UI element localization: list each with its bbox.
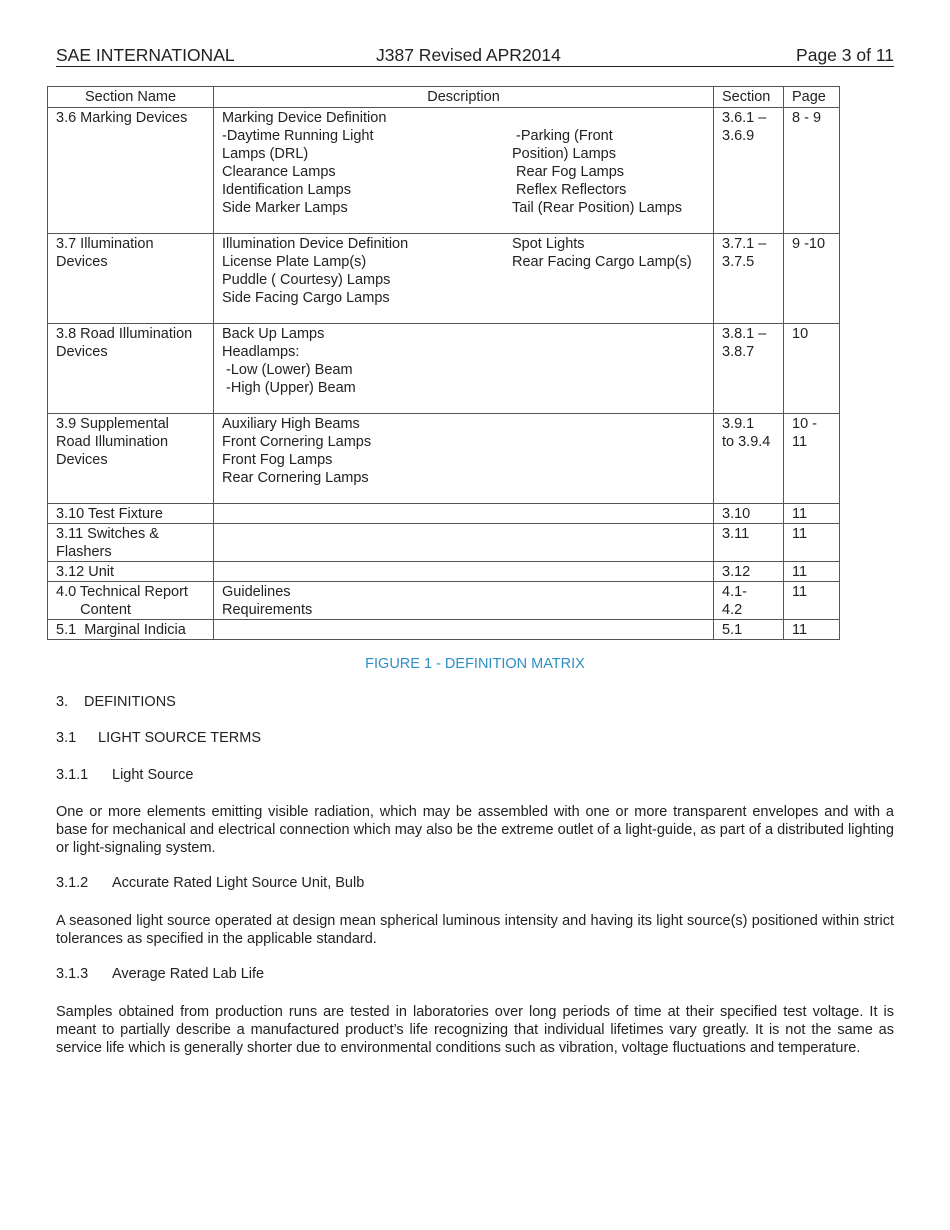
cell-line: 11 (792, 564, 808, 580)
section-name-cell (48, 324, 214, 414)
section-heading-3-1-1 (56, 767, 193, 783)
cell-line: 3.10 Test Fixture (56, 506, 163, 522)
paragraph-text: One or more elements emitting visible radiation, which may be assembled with one or more transparent envelopes and with a base for mechanical and electrical connection which may also be the extreme outlet of a light-guide, as part of a distributed lighting or light-signaling system. (56, 804, 894, 856)
section-heading-3-1 (56, 730, 261, 746)
paragraph-3-1-2 (56, 912, 894, 948)
cell-line: 4.0 Technical Report (56, 584, 188, 600)
description-cell (214, 108, 714, 234)
description-cell (214, 620, 714, 640)
description-line: Auxiliary High Beams (222, 416, 360, 432)
cell-line: 10 (792, 326, 809, 342)
section-name-cell (48, 414, 214, 504)
description-line: Lamps (DRL) (222, 146, 309, 162)
description-line: Identification Lamps (222, 182, 351, 198)
section-number: 3.1.1 (56, 767, 89, 783)
description-cell (214, 524, 714, 562)
cell-line: 3.8 Road Illumination (56, 326, 193, 342)
section-name-cell (48, 234, 214, 324)
cell-line: 3.12 Unit (56, 564, 115, 580)
table-row (48, 562, 840, 582)
table-row (48, 324, 840, 414)
cell-line: 3.9.1 (722, 416, 755, 432)
cell-line: 3.9 Supplemental (56, 416, 169, 432)
cell-line: Content (56, 602, 131, 618)
section-title: Light Source (112, 767, 194, 783)
description-line: Rear Cornering Lamps (222, 470, 369, 486)
paragraph-3-1-1 (56, 803, 894, 857)
description-line: Headlamps: (222, 344, 300, 360)
page-number-cell (784, 414, 840, 504)
cell-line: 11 (792, 622, 808, 638)
section-number: 3.1.2 (56, 875, 89, 891)
paragraph-3-1-3 (56, 1003, 894, 1057)
page-number-cell (784, 234, 840, 324)
section-title: DEFINITIONS (84, 694, 176, 710)
section-number-cell (714, 414, 784, 504)
cell-line: Flashers (56, 544, 112, 560)
description-cell (214, 324, 714, 414)
section-name-cell (48, 504, 214, 524)
description-line: Front Fog Lamps (222, 452, 333, 468)
section-number-cell (714, 562, 784, 582)
description-cell (214, 504, 714, 524)
description-line: License Plate Lamp(s) (222, 254, 367, 270)
description-cell (214, 562, 714, 582)
cell-line: Road Illumination (56, 434, 169, 450)
section-number-cell (714, 524, 784, 562)
page-number-cell (784, 620, 840, 640)
cell-line: 3.11 (722, 526, 750, 542)
page-number-cell (784, 108, 840, 234)
description-line: Rear Facing Cargo Lamp(s) (512, 254, 692, 270)
cell-line: 3.6 Marking Devices (56, 110, 188, 126)
cell-line: Devices (56, 452, 108, 468)
cell-line: 3.8.7 (722, 344, 755, 360)
description-line: Side Marker Lamps (222, 200, 348, 216)
description-line: -High (Upper) Beam (222, 380, 356, 396)
cell-line: 5.1 (722, 622, 743, 638)
description-line: Position) Lamps (512, 146, 616, 162)
cell-line: 11 (792, 434, 808, 450)
section-heading-3 (56, 694, 176, 710)
section-title: LIGHT SOURCE TERMS (98, 730, 262, 746)
table-row (48, 414, 840, 504)
section-name-cell (48, 108, 214, 234)
page-number-cell (784, 524, 840, 562)
description-cell (214, 414, 714, 504)
section-heading-3-1-2 (56, 875, 364, 891)
page-number-cell (784, 504, 840, 524)
description-line: -Parking (Front (512, 128, 613, 144)
table-row (48, 524, 840, 562)
header-document-id: J387 Revised APR2014 (376, 45, 561, 65)
cell-line: 8 - 9 (792, 110, 822, 126)
cell-line: 3.7.5 (722, 254, 755, 270)
cell-line: 4.2 (722, 602, 743, 618)
cell-line: 4.1- (722, 584, 747, 600)
description-line: Back Up Lamps (222, 326, 325, 342)
cell-line: 3.12 (722, 564, 751, 580)
paragraph-text: A seasoned light source operated at design mean spherical luminous intensity and having its light source(s) positioned within strict tolerances as specified in the applicable standard. (56, 913, 894, 947)
section-number-cell (714, 108, 784, 234)
cell-line: 3.6.9 (722, 128, 755, 144)
table-row (48, 582, 840, 620)
description-line: Front Cornering Lamps (222, 434, 372, 450)
description-line: Puddle ( Courtesy) Lamps (222, 272, 391, 288)
section-title: Average Rated Lab Life (112, 966, 265, 982)
section-number-cell (714, 504, 784, 524)
section-name-cell (48, 620, 214, 640)
section-number: 3.1 (56, 730, 77, 746)
description-line: Requirements (222, 602, 313, 618)
cell-line: 11 (792, 506, 808, 522)
cell-line: 11 (792, 526, 808, 542)
definition-matrix-table (47, 86, 840, 640)
description-line: Clearance Lamps (222, 164, 336, 180)
section-number-cell (714, 582, 784, 620)
description-line: Tail (Rear Position) Lamps (512, 200, 683, 216)
description-line: -Daytime Running Light (222, 128, 374, 144)
description-line: Guidelines (222, 584, 291, 600)
cell-line: 3.8.1 – (722, 326, 767, 342)
section-number-cell (714, 620, 784, 640)
description-line: Spot Lights (512, 236, 585, 252)
header-organization: SAE INTERNATIONAL (56, 45, 235, 65)
cell-line: to 3.9.4 (722, 434, 771, 450)
description-line: Marking Device Definition (222, 110, 387, 126)
page-header (56, 44, 894, 67)
column-header: Section (714, 87, 784, 108)
cell-line: 3.7 Illumination (56, 236, 154, 252)
cell-line: 9 -10 (792, 236, 826, 252)
header-page-number: Page 3 of 11 (796, 45, 894, 65)
section-title: Accurate Rated Light Source Unit, Bulb (112, 875, 365, 891)
column-header: Page (784, 87, 840, 108)
page-number-cell (784, 324, 840, 414)
description-cell (214, 582, 714, 620)
cell-line: 3.6.1 – (722, 110, 767, 126)
section-name-cell (48, 524, 214, 562)
page-number-cell (784, 582, 840, 620)
column-header: Section Name (48, 87, 214, 108)
figure-caption: FIGURE 1 - DEFINITION MATRIX (365, 656, 585, 672)
section-number-cell (714, 234, 784, 324)
description-line: Rear Fog Lamps (512, 164, 625, 180)
page-number-cell (784, 562, 840, 582)
section-number-cell (714, 324, 784, 414)
cell-line: 11 (792, 584, 808, 600)
column-header: Description (214, 87, 714, 108)
section-name-cell (48, 562, 214, 582)
cell-line: 3.11 Switches & (56, 526, 159, 542)
description-line: Side Facing Cargo Lamps (222, 290, 390, 306)
table-row (48, 234, 840, 324)
section-number: 3.1.3 (56, 966, 89, 982)
table-row (48, 108, 840, 234)
cell-line: 3.10 (722, 506, 751, 522)
table-row (48, 620, 840, 640)
table-row (48, 504, 840, 524)
table-header-row (48, 87, 840, 108)
section-heading-3-1-3 (56, 966, 264, 982)
cell-line: 3.7.1 – (722, 236, 767, 252)
description-line: Reflex Reflectors (512, 182, 627, 198)
paragraph-text: Samples obtained from production runs are tested in laboratories over long periods of time at their specified test voltage. It is meant to partially describe a manufactured product’s life recognizing that individual lifetimes vary greatly. It is not the same as service life which is generally shorter due to environmental conditions such as vibration, voltage fluctuations and temperature. (56, 1004, 894, 1056)
cell-line: Devices (56, 254, 108, 270)
cell-line: 5.1 Marginal Indicia (56, 622, 186, 638)
section-number: 3. (56, 694, 69, 710)
description-line (512, 109, 705, 127)
description-cell (214, 234, 714, 324)
description-line: -Low (Lower) Beam (222, 362, 353, 378)
cell-line: Devices (56, 344, 108, 360)
cell-line: 10 - (792, 416, 817, 432)
description-line: Illumination Device Definition (222, 236, 409, 252)
section-name-cell (48, 582, 214, 620)
